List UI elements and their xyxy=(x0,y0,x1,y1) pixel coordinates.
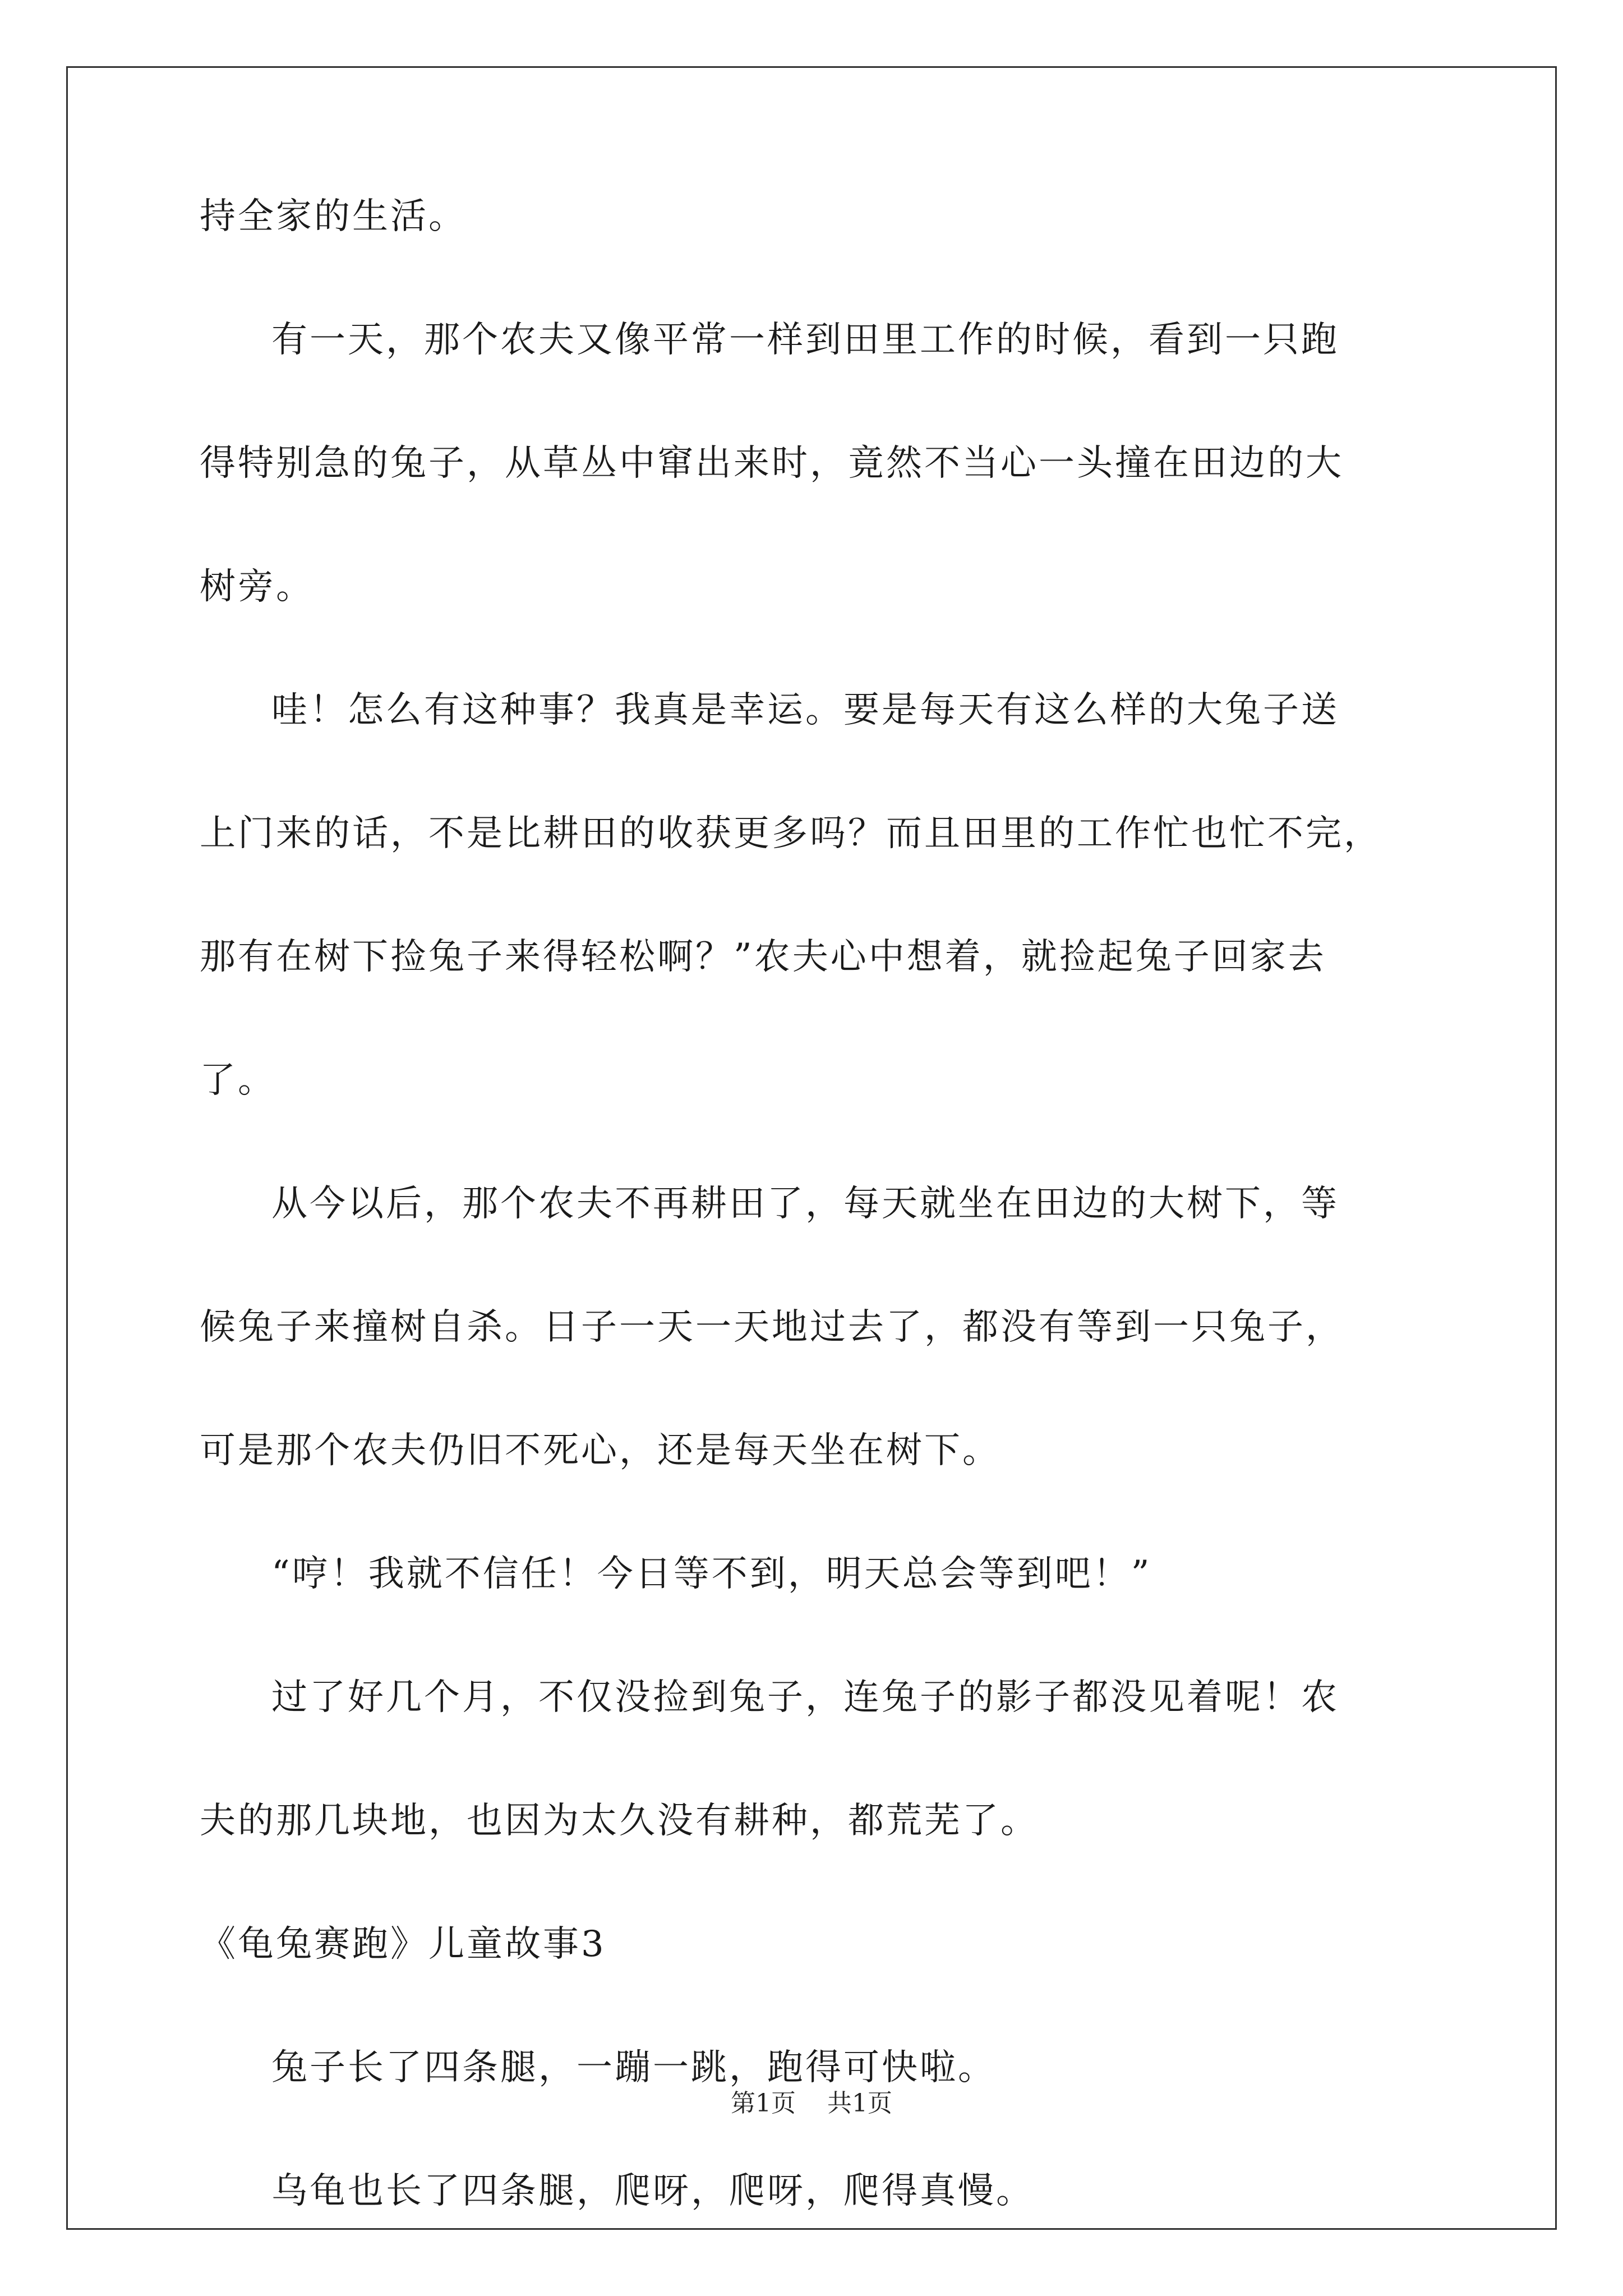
text-line: 上门来的话，不是比耕田的收获更多吗？而且田里的工作忙也忙不完， xyxy=(200,813,1382,854)
text-line: 兔子长了四条腿，一蹦一跳，跑得可快啦。 xyxy=(271,2047,996,2088)
section-heading: 《龟兔赛跑》儿童故事3 xyxy=(200,1924,606,1965)
paragraph xyxy=(200,690,1461,1101)
text-line: 可是那个农夫仍旧不死心，还是每天坐在树下。 xyxy=(200,1430,1000,1471)
text-line: 乌龟也长了四条腿，爬呀，爬呀，爬得真慢。 xyxy=(271,2170,1034,2212)
page-footer xyxy=(0,2090,1623,2118)
text-line: 夫的那几块地，也因为太久没有耕种，都荒芜了。 xyxy=(200,1800,1039,1842)
paragraph xyxy=(200,196,1461,237)
paragraph xyxy=(200,320,1461,607)
text-line: 从今以后，那个农夫不再耕田了，每天就坐在田边的大树下，等 xyxy=(271,1183,1339,1225)
text-line: “哼！我就不信任！今日等不到，明天总会等到吧！” xyxy=(271,1553,1152,1595)
text-line: 了。 xyxy=(200,1060,276,1101)
text-line: 那有在树下捡兔子来得轻松啊？”农夫心中想着，就捡起兔子回家去 xyxy=(200,936,1326,978)
document-body xyxy=(200,196,1461,2294)
text-line: 过了好几个月，不仅没捡到兔子，连兔子的影子都没见着呢！农 xyxy=(271,1677,1339,1718)
text-line: 哇！怎么有这种事？我真是幸运。要是每天有这么样的大兔子送 xyxy=(271,689,1339,731)
paragraph xyxy=(200,2047,1461,2088)
text-line: 持全家的生活。 xyxy=(200,196,467,237)
page-number: 第1页 xyxy=(731,2089,796,2118)
text-line: 有一天，那个农夫又像平常一样到田里工作的时候，看到一只跑 xyxy=(271,319,1339,361)
page-total: 共1页 xyxy=(827,2089,892,2118)
paragraph xyxy=(200,1184,1461,1471)
paragraph xyxy=(200,1677,1461,1841)
text-line: 得特别急的兔子，从草丛中窜出来时，竟然不当心一头撞在田边的大 xyxy=(200,443,1344,484)
paragraph xyxy=(200,2171,1461,2211)
paragraph xyxy=(200,1554,1461,1594)
text-line: 树旁。 xyxy=(200,566,314,608)
text-line: 候兔子来撞树自杀。日子一天一天地过去了，都没有等到一只兔子， xyxy=(200,1306,1344,1348)
